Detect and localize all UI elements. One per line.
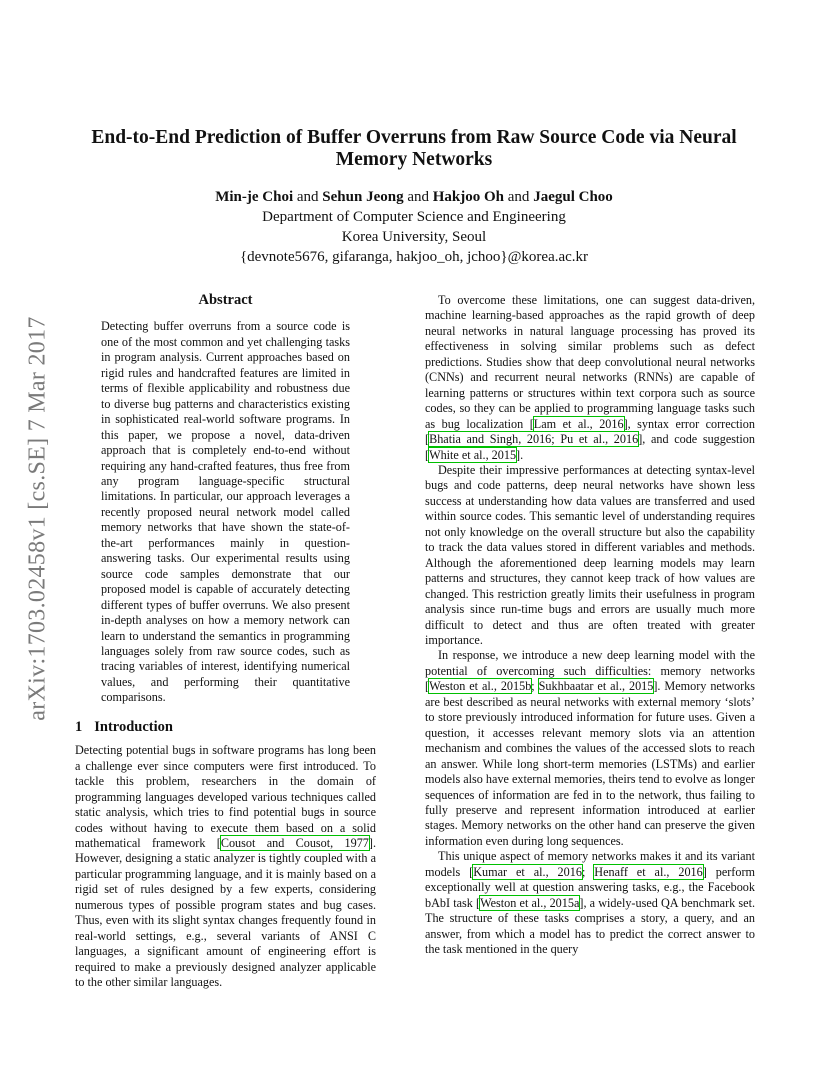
right-p3-text-b: . Memory networks are best described as neural networks with external memory ‘slots’ to store previously introduced information for future uses. Given a question, it accesses relevant memory slots via an attention mechanism and combines the values of the accessed slots to reach an answer. While long short-term memories (LSTMs) and earlier models also have external memories, theirs tend to evolve as longer sequences of information are fed in to the network, thus failing to fully preserve and represent information introduced at earlier stages. Memory networks on the other hand can preserve the given information even during long sequences. <box>425 679 756 848</box>
intro-p1-text-a: Detecting potential bugs in software programs has long been a challenge ever since computers were first introduced. To tackle this problem, researchers in the domain of programming languages developed various techniques called static analysis, which tries to find potential bugs in source codes without having to execute them based on a solid mathematical framework <box>75 743 376 850</box>
intro-paragraph-5: This unique aspect of memory networks makes it and its variant models [Kumar et al., 2016; Henaff et al., 2016] perform exceptionally well at question answering tasks, e.g., the Facebook bAbI task [Weston et al., 2015a], a widely-used QA benchmark set. The structure of these tasks comprises a story, a query, and an answer, from which a model has to predict the correct answer to the task mentioned in the query <box>425 849 756 957</box>
abstract-body: Detecting buffer overruns from a source code is one of the most common and yet challenging tasks in program analysis. Current approaches based on rigid rules and handcrafted features are limited in terms of flexible applicability and robustness due to diverse bug patterns and characteristics existing in sophisticated real-world software programs. In this paper, we propose a novel, data-driven approach that is completely end-to-end without requiring any hand-crafted features, thus free from any program language-specific structural limitations. In particular, our approach leverages a recently proposed neural network model called memory networks that have shown the state-of-the-art performances mainly in question-answering tasks. Our experimental results using source code samples demonstrate that our proposed model is capable of accurately detecting different types of buffer overruns. We also present in-depth analyses on how a memory network can learn to understand the semantics in programming languages solely from raw source codes, such as tracing variables of interest, identifying numerical values, and performing their quantitative comparisons. <box>101 319 350 705</box>
right-p4-text-c: , a widely-used QA benchmark set. The structure of these tasks comprises a story, a query, and an answer, from which a model has to predict the correct answer to the task mentioned in the query <box>425 895 756 957</box>
section-number: 1 <box>75 718 83 735</box>
intro-paragraph-4: In response, we introduce a new deep learning model with the potential of overcoming such difficulties: memory networks [Weston et al., 2015b; Sukhbaatar et al., 2015]. Memory networks are best described as neural networks with external memory ‘slots’ to store previously introduced information for future uses. Given a question, it accesses relevant memory slots via an attention mechanism and combines the values of the accessed slots to reach an answer. While long short-term memories (LSTMs) and earlier models also have external memories, theirs tend to evolve as longer sequences of information are fed in to the network, thus failing to fully preserve and represent information introduced at earlier stages. Memory networks on the other hand can preserve the given information even during long sequences. <box>425 648 756 848</box>
intro-paragraph-3: Despite their impressive performances at detecting syntax-level bugs and code patterns, deep neural networks have shown less success at understanding how data values are transferred and used within source codes. This semantic level of understanding requires not only knowledge on the overall structure but also the capability to track the data values stored in different variables and methods. Although the aforementioned deep learning models may learn patterns and structures, they cannot keep track of how values are changed. This restriction greatly limits their usefulness in program analysis since run-time bugs and errors are usually much more difficult to detect and thus are often treated with greater importance. <box>425 462 755 647</box>
title-line-2: Memory Networks <box>335 149 493 170</box>
author-2: Sehun Jeong <box>322 189 404 205</box>
citation-link-cousot[interactable]: Cousot and Cousot, 1977 <box>220 835 369 850</box>
section-heading-introduction <box>75 720 376 735</box>
intro-paragraph-2: To overcome these limitations, one can suggest data-driven, machine learning-based approaches as the rapid growth of deep neural networks in natural language processing has proved its effectiveness in solving similar problems such as defect predictions. Studies show that deep convolutional neural networks (CNNs) and recurrent neural networks (RNNs) are capable of learning patterns or structures within text corpora such as source codes, so they can be applied to programming language tasks such as bug localization [Lam et al., 2016], syntax error correction [Bhatia and Singh, 2016; Pu et al., 2016], and code suggestion [White et al., 2015]. <box>425 293 755 462</box>
right-p4-text-b: perform exceptionally well at question answering tasks, e.g., the Facebook bAbI task <box>425 864 756 910</box>
right-p1-text-a: To overcome these limitations, one can suggest data-driven, machine learning-based approaches as the rapid growth of deep neural networks in natural language processing has proved its effectiveness in solving similar problems such as defect predictions. Studies show that deep convolutional neural networks (CNNs) and recurrent neural networks (RNNs) are capable of learning patterns or structures within text corpora such as source codes, so they can be applied to programming language tasks such as bug localization <box>425 293 755 431</box>
right-p1-text-c: , and code suggestion <box>642 432 755 447</box>
right-p4-text-a: This unique aspect of memory networks makes it and its variant models <box>425 849 755 879</box>
citation-link-henaff[interactable]: Henaff et al., 2016 <box>594 864 703 879</box>
right-p3-text-a: In response, we introduce a new deep learning model with the potential of overcoming such difficulties: memory networks <box>425 648 755 678</box>
intro-paragraph-1: Detecting potential bugs in software programs has long been a challenge ever since computers were first introduced. To tackle this problem, researchers in the domain of programming languages developed various techniques called static analysis, which tries to find potential bugs in source codes without having to execute them based on a solid mathematical framework [Cousot and Cousot, 1977]. However, designing a static analyzer is tightly coupled with a particular programming language, and it is mainly based on a rigid set of rules designed by a few experts, considering numerous types of possible program states and bug cases. Thus, even with its slight syntax changes frequently found in real-world settings, e.g., several variants of ANSI C languages, a significant amount of engineering effort is required to make a previously designed analyzer applicable to the other similar languages. <box>75 743 377 990</box>
citation-link-lam[interactable]: Lam et al., 2016 <box>533 416 624 431</box>
right-p1-text-d: . <box>520 447 524 462</box>
author-1: Min-je Choi <box>215 189 294 205</box>
citation-link-weston-b[interactable]: Weston et al., 2015b <box>429 679 532 694</box>
author-block <box>60 187 768 267</box>
arxiv-identifier: arXiv:1703.02458v1 [cs.SE] 7 Mar 2017 <box>24 316 51 721</box>
author-emails: {devnote5676, gifaranga, hakjoo_oh, jchoo}@korea.ac.kr <box>239 249 589 265</box>
citation-link-white[interactable]: White et al., 2015 <box>429 447 517 462</box>
section-title: Introduction <box>94 718 173 735</box>
right-p1-text-b: , syntax error correction <box>627 416 755 431</box>
citation-link-weston-a[interactable]: Weston et al., 2015a <box>480 895 580 910</box>
affiliation-university: Korea University, Seoul <box>341 229 487 245</box>
author-names <box>60 187 768 207</box>
author-sep-1: and <box>296 189 319 205</box>
affiliation-department: Department of Computer Science and Engineering <box>262 209 566 225</box>
paper-title <box>60 127 768 171</box>
left-column <box>75 293 376 990</box>
author-sep-3: and <box>507 189 530 205</box>
title-line-1: End-to-End Prediction of Buffer Overruns from Raw Source Code via Neural <box>91 127 737 148</box>
citation-link-kumar[interactable]: Kumar et al., 2016 <box>473 864 582 879</box>
citation-link-sukhbaatar[interactable]: Sukhbaatar et al., 2015 <box>538 679 654 694</box>
author-sep-2: and <box>407 189 429 205</box>
citation-link-bhatia-pu[interactable]: Bhatia and Singh, 2016; Pu et al., 2016 <box>429 432 639 447</box>
author-3: Hakjoo Oh <box>432 189 505 205</box>
intro-p1-text-b: . However, designing a static analyzer is tightly coupled with a particular programming language, and it is mainly based on a rigid set of rules designed by a few experts, considering numerous types of possible program states and bug cases. Thus, even with its slight syntax changes frequently found in real-world settings, e.g., several variants of ANSI C languages, a significant amount of engineering effort is required to make a previously designed analyzer applicable to the other similar languages. <box>75 835 377 990</box>
right-column <box>425 293 755 957</box>
abstract-heading: Abstract <box>198 292 253 308</box>
author-4: Jaegul Choo <box>533 189 613 205</box>
